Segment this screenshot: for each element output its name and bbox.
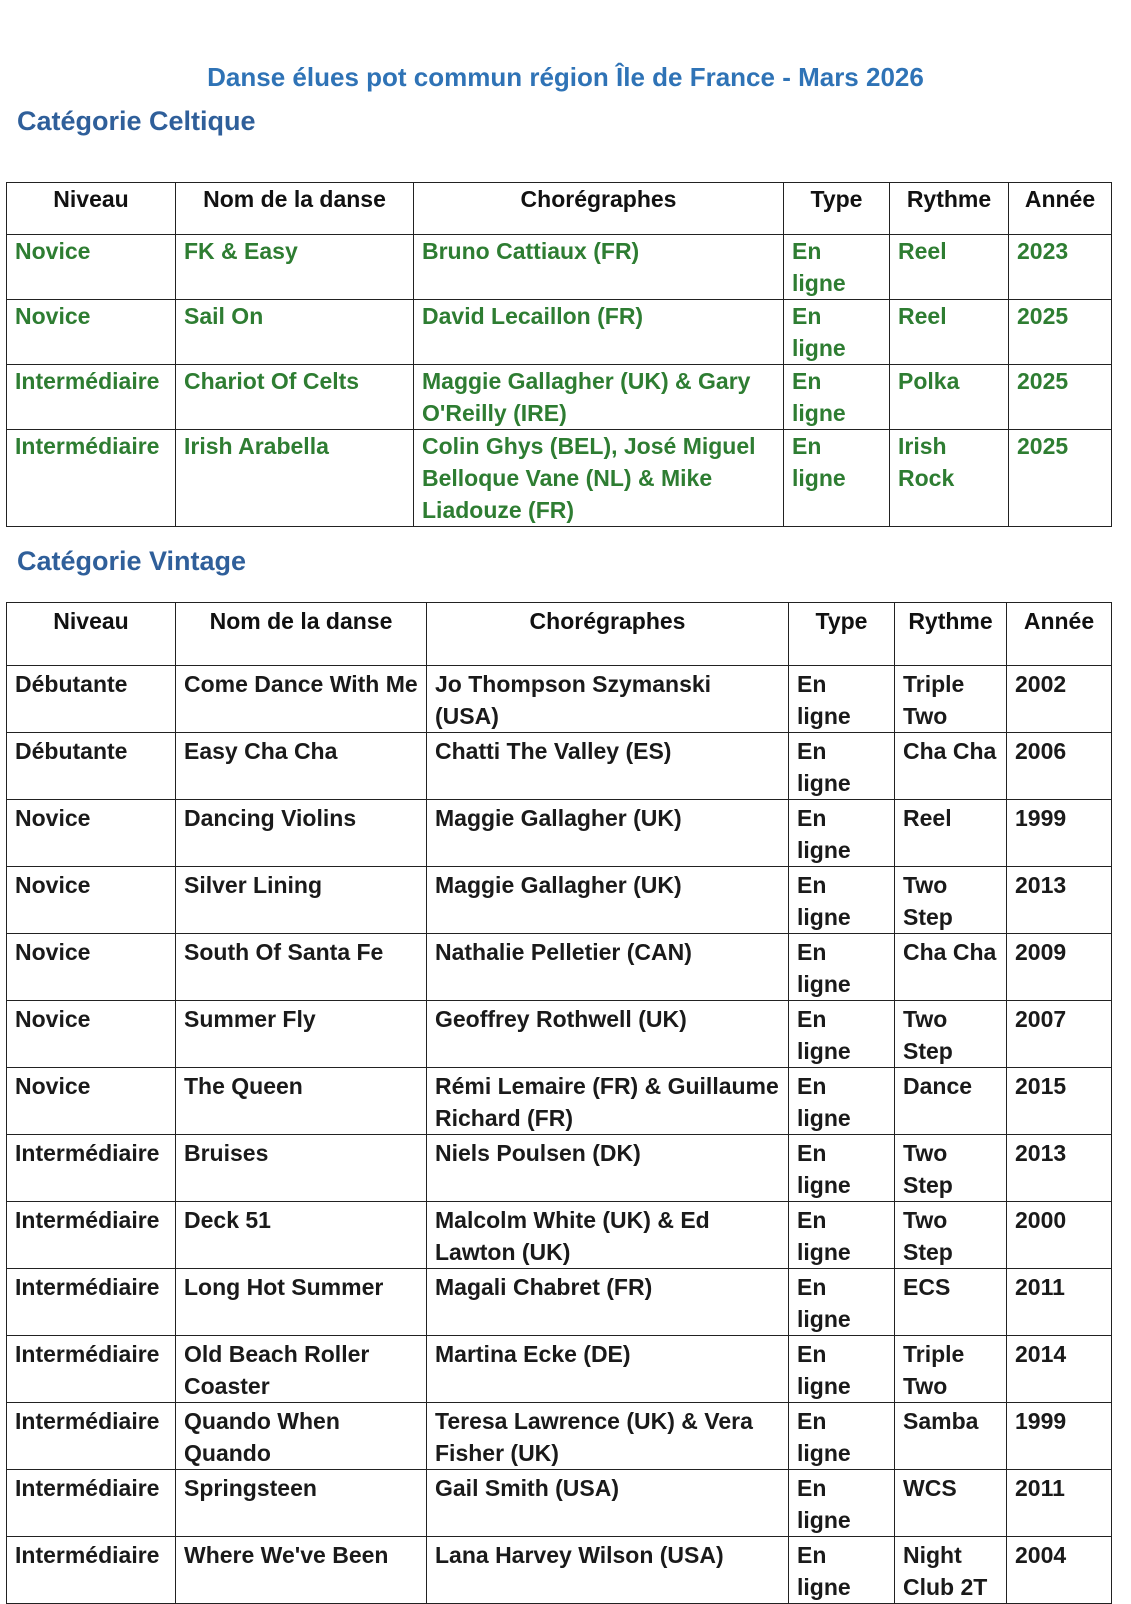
cell-annee: 2000 bbox=[1007, 1202, 1112, 1269]
cell-type: En ligne bbox=[784, 430, 890, 527]
cell-rythme: Cha Cha bbox=[895, 733, 1007, 800]
table-row bbox=[7, 1537, 1112, 1604]
cell-niveau: Novice bbox=[7, 1068, 176, 1135]
cell-type: En ligne bbox=[789, 1470, 895, 1537]
header-rythme: Rythme bbox=[895, 603, 1007, 666]
cell-type: En ligne bbox=[789, 1403, 895, 1470]
cell-niveau: Novice bbox=[7, 1001, 176, 1068]
table-row bbox=[7, 1135, 1112, 1202]
cell-choregraphes: Maggie Gallagher (UK) bbox=[427, 800, 789, 867]
header-niveau: Niveau bbox=[7, 183, 176, 235]
table-header-row bbox=[7, 183, 1112, 235]
cell-rythme: ECS bbox=[895, 1269, 1007, 1336]
header-nom: Nom de la danse bbox=[176, 183, 414, 235]
cell-choregraphes: Teresa Lawrence (UK) & Vera Fisher (UK) bbox=[427, 1403, 789, 1470]
cell-annee: 1999 bbox=[1007, 800, 1112, 867]
celtic-table bbox=[6, 182, 1112, 527]
cell-choregraphes: Malcolm White (UK) & Ed Lawton (UK) bbox=[427, 1202, 789, 1269]
table-row bbox=[7, 867, 1112, 934]
header-type: Type bbox=[784, 183, 890, 235]
cell-rythme: Cha Cha bbox=[895, 934, 1007, 1001]
cell-type: En ligne bbox=[789, 1001, 895, 1068]
cell-annee: 2025 bbox=[1009, 300, 1112, 365]
cell-type: En ligne bbox=[789, 1336, 895, 1403]
cell-rythme: Two Step bbox=[895, 1135, 1007, 1202]
cell-rythme: WCS bbox=[895, 1470, 1007, 1537]
table-row bbox=[7, 1336, 1112, 1403]
cell-nom: Springsteen bbox=[176, 1470, 427, 1537]
cell-nom: Easy Cha Cha bbox=[176, 733, 427, 800]
cell-choregraphes: Maggie Gallagher (UK) & Gary O'Reilly (IRE) bbox=[414, 365, 784, 430]
vintage-category-title: Catégorie Vintage bbox=[17, 546, 247, 576]
cell-nom: Long Hot Summer bbox=[176, 1269, 427, 1336]
table-row bbox=[7, 1202, 1112, 1269]
cell-type: En ligne bbox=[789, 867, 895, 934]
table-row bbox=[7, 934, 1112, 1001]
cell-niveau: Novice bbox=[7, 934, 176, 1001]
cell-niveau: Débutante bbox=[7, 733, 176, 800]
cell-nom: Sail On bbox=[176, 300, 414, 365]
cell-rythme: Irish Rock bbox=[890, 430, 1009, 527]
cell-type: En ligne bbox=[789, 934, 895, 1001]
cell-rythme: Reel bbox=[890, 300, 1009, 365]
table-row bbox=[7, 1403, 1112, 1470]
cell-nom: Silver Lining bbox=[176, 867, 427, 934]
cell-choregraphes: Lana Harvey Wilson (USA) bbox=[427, 1537, 789, 1604]
cell-niveau: Novice bbox=[7, 235, 176, 300]
cell-nom: Deck 51 bbox=[176, 1202, 427, 1269]
table-row bbox=[7, 800, 1112, 867]
vintage-table bbox=[6, 602, 1112, 1604]
cell-rythme: Two Step bbox=[895, 1202, 1007, 1269]
cell-type: En ligne bbox=[784, 235, 890, 300]
cell-nom: Irish Arabella bbox=[176, 430, 414, 527]
cell-type: En ligne bbox=[789, 733, 895, 800]
cell-annee: 2013 bbox=[1007, 867, 1112, 934]
cell-type: En ligne bbox=[789, 1269, 895, 1336]
cell-choregraphes: Geoffrey Rothwell (UK) bbox=[427, 1001, 789, 1068]
table-row bbox=[7, 1470, 1112, 1537]
cell-annee: 2013 bbox=[1007, 1135, 1112, 1202]
cell-type: En ligne bbox=[789, 1068, 895, 1135]
cell-rythme: Two Step bbox=[895, 1001, 1007, 1068]
cell-nom: Quando When Quando bbox=[176, 1403, 427, 1470]
page-title: Danse élues pot commun région Île de France - Mars 2026 bbox=[207, 62, 924, 92]
table-row bbox=[7, 430, 1112, 527]
header-annee: Année bbox=[1009, 183, 1112, 235]
cell-type: En ligne bbox=[789, 1537, 895, 1604]
cell-annee: 2009 bbox=[1007, 934, 1112, 1001]
cell-annee: 2025 bbox=[1009, 365, 1112, 430]
cell-annee: 2011 bbox=[1007, 1269, 1112, 1336]
cell-choregraphes: Gail Smith (USA) bbox=[427, 1470, 789, 1537]
cell-niveau: Intermédiaire bbox=[7, 1336, 176, 1403]
cell-choregraphes: Magali Chabret (FR) bbox=[427, 1269, 789, 1336]
cell-niveau: Débutante bbox=[7, 666, 176, 733]
header-rythme: Rythme bbox=[890, 183, 1009, 235]
cell-niveau: Intermédiaire bbox=[7, 430, 176, 527]
cell-niveau: Novice bbox=[7, 300, 176, 365]
cell-rythme: Reel bbox=[890, 235, 1009, 300]
cell-choregraphes: Niels Poulsen (DK) bbox=[427, 1135, 789, 1202]
cell-annee: 2007 bbox=[1007, 1001, 1112, 1068]
cell-niveau: Intermédiaire bbox=[7, 1470, 176, 1537]
table-row bbox=[7, 666, 1112, 733]
cell-nom: Old Beach Roller Coaster bbox=[176, 1336, 427, 1403]
cell-type: En ligne bbox=[784, 365, 890, 430]
cell-niveau: Novice bbox=[7, 800, 176, 867]
cell-choregraphes: Martina Ecke (DE) bbox=[427, 1336, 789, 1403]
table-row bbox=[7, 365, 1112, 430]
cell-annee: 2011 bbox=[1007, 1470, 1112, 1537]
header-type: Type bbox=[789, 603, 895, 666]
cell-nom: Summer Fly bbox=[176, 1001, 427, 1068]
cell-rythme: Dance bbox=[895, 1068, 1007, 1135]
cell-rythme: Polka bbox=[890, 365, 1009, 430]
cell-annee: 2025 bbox=[1009, 430, 1112, 527]
cell-niveau: Novice bbox=[7, 867, 176, 934]
cell-annee: 1999 bbox=[1007, 1403, 1112, 1470]
cell-type: En ligne bbox=[789, 1202, 895, 1269]
cell-rythme: Two Step bbox=[895, 867, 1007, 934]
cell-annee: 2015 bbox=[1007, 1068, 1112, 1135]
cell-niveau: Intermédiaire bbox=[7, 365, 176, 430]
table-row bbox=[7, 1068, 1112, 1135]
cell-niveau: Intermédiaire bbox=[7, 1135, 176, 1202]
cell-choregraphes: Colin Ghys (BEL), José Miguel Belloque Vane (NL) & Mike Liadouze (FR) bbox=[414, 430, 784, 527]
celtic-category-title: Catégorie Celtique bbox=[17, 106, 256, 136]
cell-choregraphes: Jo Thompson Szymanski (USA) bbox=[427, 666, 789, 733]
cell-annee: 2004 bbox=[1007, 1537, 1112, 1604]
cell-niveau: Intermédiaire bbox=[7, 1202, 176, 1269]
cell-choregraphes: Chatti The Valley (ES) bbox=[427, 733, 789, 800]
header-annee: Année bbox=[1007, 603, 1112, 666]
cell-nom: South Of Santa Fe bbox=[176, 934, 427, 1001]
cell-rythme: Triple Two bbox=[895, 1336, 1007, 1403]
cell-niveau: Intermédiaire bbox=[7, 1537, 176, 1604]
cell-type: En ligne bbox=[789, 666, 895, 733]
header-choregraphes: Chorégraphes bbox=[427, 603, 789, 666]
cell-annee: 2023 bbox=[1009, 235, 1112, 300]
cell-niveau: Intermédiaire bbox=[7, 1403, 176, 1470]
cell-rythme: Reel bbox=[895, 800, 1007, 867]
cell-choregraphes: Nathalie Pelletier (CAN) bbox=[427, 934, 789, 1001]
cell-type: En ligne bbox=[784, 300, 890, 365]
cell-annee: 2006 bbox=[1007, 733, 1112, 800]
header-nom: Nom de la danse bbox=[176, 603, 427, 666]
cell-choregraphes: David Lecaillon (FR) bbox=[414, 300, 784, 365]
header-niveau: Niveau bbox=[7, 603, 176, 666]
table-header-row bbox=[7, 603, 1112, 666]
cell-nom: Chariot Of Celts bbox=[176, 365, 414, 430]
cell-type: En ligne bbox=[789, 800, 895, 867]
cell-nom: Bruises bbox=[176, 1135, 427, 1202]
cell-choregraphes: Rémi Lemaire (FR) & Guillaume Richard (FR) bbox=[427, 1068, 789, 1135]
cell-rythme: Night Club 2T bbox=[895, 1537, 1007, 1604]
cell-annee: 2014 bbox=[1007, 1336, 1112, 1403]
cell-niveau: Intermédiaire bbox=[7, 1269, 176, 1336]
table-row bbox=[7, 300, 1112, 365]
table-row bbox=[7, 733, 1112, 800]
cell-nom: Where We've Been bbox=[176, 1537, 427, 1604]
header-choregraphes: Chorégraphes bbox=[414, 183, 784, 235]
table-row bbox=[7, 235, 1112, 300]
cell-type: En ligne bbox=[789, 1135, 895, 1202]
cell-nom: Dancing Violins bbox=[176, 800, 427, 867]
cell-nom: The Queen bbox=[176, 1068, 427, 1135]
cell-choregraphes: Maggie Gallagher (UK) bbox=[427, 867, 789, 934]
cell-nom: Come Dance With Me bbox=[176, 666, 427, 733]
table-row bbox=[7, 1269, 1112, 1336]
table-row bbox=[7, 1001, 1112, 1068]
cell-nom: FK & Easy bbox=[176, 235, 414, 300]
cell-annee: 2002 bbox=[1007, 666, 1112, 733]
cell-choregraphes: Bruno Cattiaux (FR) bbox=[414, 235, 784, 300]
cell-rythme: Triple Two bbox=[895, 666, 1007, 733]
cell-rythme: Samba bbox=[895, 1403, 1007, 1470]
